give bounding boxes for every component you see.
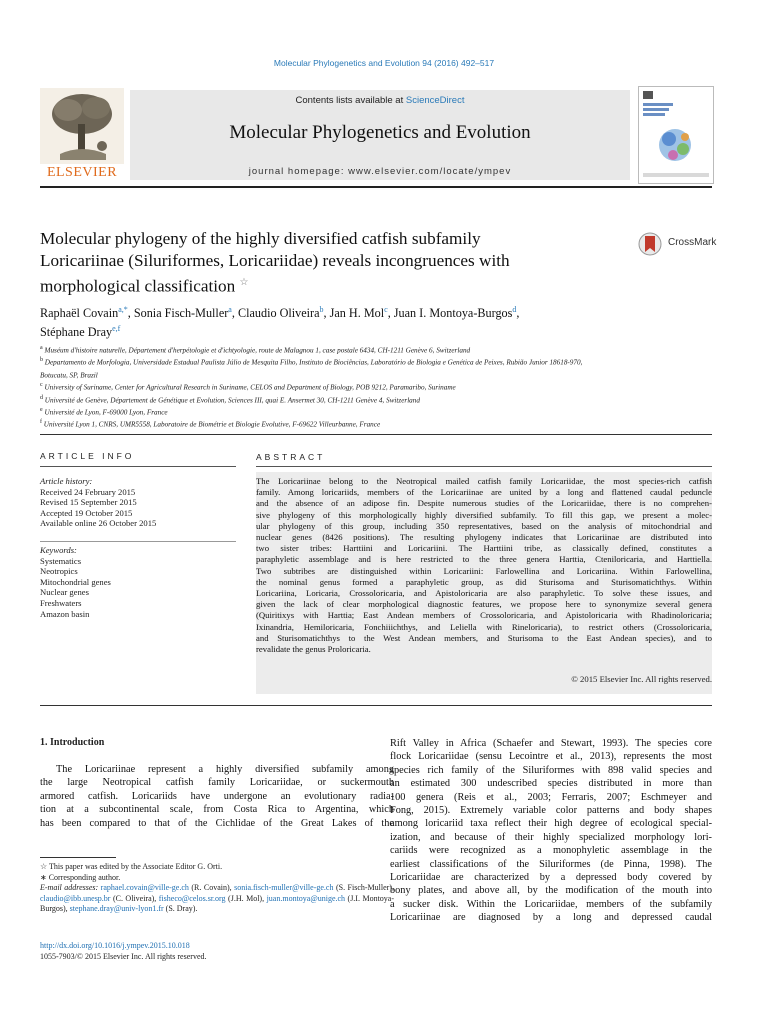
author-list: Raphaël Covain$^{a,*}$, Sonia Fisch-Muller$^a$, Claudio Oliveira$^b$, Jan H. Mol$^c$, Juan I. Montoya-Burgos$^d$, Stéphane Dray$^{e,f}$ bbox=[40, 305, 520, 340]
body-line: species rich family of the Siluriformes with 898 valid species and bbox=[390, 764, 712, 776]
keywords bbox=[40, 545, 236, 619]
footnote-editor: ☆ This paper was edited by the Associate Editor G. Orti. bbox=[40, 862, 223, 871]
affiliation: $^f$ Université Lyon 1, CNRS, UMR5558, Laboratoire de Biométrie et Biologie Evolutive, F-69622 Villeurbanne, France bbox=[40, 419, 381, 429]
history-item: Revised 15 September 2015 bbox=[40, 497, 137, 508]
issn-line: 1055-7903/© 2015 Elsevier Inc. All rights reserved. bbox=[40, 951, 207, 961]
body-line: Rift Valley in Africa (Schaefer and Stewart, 1993). The species core bbox=[390, 738, 712, 749]
journal-homepage[interactable]: journal homepage: www.elsevier.com/locate/ympev bbox=[248, 166, 512, 177]
keywords-rule bbox=[40, 541, 236, 542]
body-line: Fong, 2015). Extremely variable color patterns and body shapes bbox=[390, 805, 712, 817]
intro-right-column bbox=[390, 737, 712, 925]
email-link[interactable]: fisheco@celos.sr.org bbox=[158, 893, 226, 903]
body-line: ization, and because of their highly specialized morphology lori- bbox=[390, 831, 712, 843]
email-link[interactable]: stephane.dray@univ-lyon1.fr bbox=[69, 904, 164, 914]
affiliation: $^a$ Muséum d'histoire naturelle, Département d'herpétologie et d'ichtyologie, route de Malagnou 1, case postale 6434, CH-1211 Genève 6, Switzerland bbox=[40, 345, 471, 355]
abstract-line: and Sturisomatichthys to the West Andean members, and Sturisoma to the East Andean species), and to bbox=[256, 632, 712, 643]
footnote-rule bbox=[40, 857, 116, 858]
affiliations bbox=[40, 343, 712, 430]
history-item: Available online 26 October 2015 bbox=[40, 518, 157, 529]
footnote-corresponding: ∗ Corresponding author. bbox=[40, 872, 121, 882]
affiliation: $^d$ Université de Genève, Département de Génétique et Evolution, Sciences III, quai E. Ansermet 30, CH-1211 Genève 4, Switzerland bbox=[40, 394, 420, 404]
author[interactable]: Stéphane Dray$^{e,f}$ bbox=[40, 324, 121, 340]
body-line: earliest classifications of the Siluriformes (de Pinna, 1998). The bbox=[390, 858, 712, 870]
abstract-line: Loricariina, Loricaria, Crossoloricaria, and Apistoloricaria are also paraphyletic. To solve these issues, and bbox=[256, 588, 712, 599]
abstract-line: nuclear genes (8426 positions). The resulting phylogeny indicates that Loricariinae are distributed into bbox=[256, 532, 712, 543]
journal-reference[interactable]: Molecular Phylogenetics and Evolution 94 (2016) 492–517 bbox=[273, 58, 495, 68]
contents-prefix: Contents lists available at bbox=[295, 95, 406, 106]
email-link[interactable]: raphael.covain@ville-ge.ch bbox=[100, 883, 189, 893]
abstract-line: Two subtribes are distinguished within Loricariini: Farlowellina and Loricariina. Within Farlowellina, bbox=[256, 565, 712, 576]
journal-cover-thumbnail bbox=[638, 86, 714, 184]
body-rule bbox=[40, 705, 712, 706]
keyword: Amazon basin bbox=[40, 608, 90, 619]
journal-title: Molecular Phylogenetics and Evolution bbox=[229, 122, 531, 143]
body-line: armored catfish. Loricariids have undergone an evolutionary radia- bbox=[40, 790, 394, 802]
author[interactable]: Jan H. Mol$^c$ bbox=[329, 305, 388, 321]
abstract-line: family. Among loricariids, members of the Loricariinae are united by a long and flattened caudal peduncle bbox=[256, 487, 712, 498]
introduction-heading: 1. Introduction bbox=[40, 737, 105, 748]
keyword: Neotropics bbox=[40, 566, 78, 577]
abstract-heading: ABSTRACT bbox=[256, 452, 326, 462]
contents-line bbox=[130, 95, 630, 106]
sciencedirect-link[interactable]: ScienceDirect bbox=[405, 95, 465, 106]
body-line: an estimated 300 undescribed species distributed in more than bbox=[390, 778, 712, 790]
abstract-line: (Quiritixys with Harttia; East Andean members of Crossoloricaria, and Apistoloricaria with Rhadinoloricaria; bbox=[256, 610, 712, 621]
body-line: Loricariinae are diagnosed by a long and depressed caudal bbox=[390, 912, 712, 924]
title-line-1: Molecular phylogeny of the highly diversified catfish subfamily bbox=[40, 229, 481, 248]
affiliation: $^c$ University of Suriname, Center for Agricultural Research in Suriname, CELOS and Department of Biology, POB 9212, Paramaribo, Suriname bbox=[40, 382, 456, 392]
email-link[interactable]: claudio@ibb.unesp.br bbox=[40, 893, 111, 903]
author[interactable]: Raphaël Covain$^{a,*}$ bbox=[40, 305, 128, 321]
title-line-2: Loricariinae (Siluriformes, Loricariidae) reveals incongruences with bbox=[40, 251, 510, 270]
intro-left-column bbox=[40, 763, 394, 830]
crossmark-label: CrossMark bbox=[668, 237, 717, 248]
email-link[interactable]: sonia.fisch-muller@ville-ge.ch bbox=[234, 883, 334, 893]
body-line: has been compared to that of the Cichlidae of the Great Lakes of the bbox=[40, 817, 394, 829]
abstract-line: Ixinandria, Hemiloricaria, Fonchiiichthys, and Leliella with Rineloricaria), to restrict others (Crossoloricaria, bbox=[256, 621, 712, 632]
history-heading: Article history: bbox=[40, 476, 93, 486]
body-line: tion at a subcontinental scale, from Costa Rica to Argentina, which bbox=[40, 804, 394, 816]
body-line: The Loricariinae represent a highly diversified subfamily among bbox=[56, 764, 394, 775]
author[interactable]: Claudio Oliveira$^b$ bbox=[237, 305, 324, 321]
body-line: Loricariidae are characterized by a depressed body covered by bbox=[390, 872, 712, 884]
email-label: E-mail addresses: bbox=[40, 883, 99, 893]
affiliation: $^b$ Departamento de Morfologia, Universidade Estadual Paulista Júlio de Mesquita Filho, Instituto de Biociências, Laboratório de Biologia e Genética de Peixes, Rubião Junior 18618-970, bbox=[40, 357, 583, 367]
header-rule bbox=[40, 186, 712, 188]
doi-link[interactable]: http://dx.doi.org/10.1016/j.ympev.2015.10.018 bbox=[40, 941, 190, 950]
keyword: Nuclear genes bbox=[40, 587, 89, 598]
body-line: bony plates, and above all, by the modification of the mouth into bbox=[390, 885, 712, 897]
body-line: flock Loricariidae (sensu Lecointre et al., 2013), represents the most bbox=[390, 751, 712, 763]
abstract-text bbox=[256, 476, 712, 655]
section-rule bbox=[40, 434, 712, 435]
publication-info bbox=[40, 941, 394, 962]
body-line: among loricariid taxa reflect their high degree of ecological special- bbox=[390, 818, 712, 830]
abstract-rule bbox=[256, 466, 712, 467]
history-item: Received 24 February 2015 bbox=[40, 486, 136, 497]
email-link[interactable]: juan.montoya@unige.ch bbox=[266, 893, 346, 903]
body-line: cariids were recognized as a monophyletic assemblage in the bbox=[390, 845, 712, 857]
affiliation: $^e$ Université de Lyon, F-69000 Lyon, France bbox=[40, 406, 168, 417]
abstract-line: sive phylogeny of this morphologically highly diversified subfamily. To fill this gap, we present a molec- bbox=[256, 509, 712, 520]
abstract-line: and the absence of an adipose fin. Despite numerous studies of the Loricariidae, there is no comprehen- bbox=[256, 498, 712, 509]
email-addresses: E-mail addresses: raphael.covain@ville-ge.ch (R. Covain), sonia.fisch-muller@ville-ge.ch (S. Fisch-Muller), claudio@ibb.unesp.br (C. Oliveira), fisheco@celos.sr.org (J.H. Mol), juan.montoya@unige.ch (J.I. Montoya-Burgos), stephane.dray@univ-lyon1.fr (S. Dray). bbox=[40, 883, 395, 914]
footnotes bbox=[40, 862, 394, 915]
author[interactable]: Sonia Fisch-Muller$^a$ bbox=[133, 305, 232, 321]
article-info-rule bbox=[40, 466, 236, 467]
abstract-copyright: © 2015 Elsevier Inc. All rights reserved. bbox=[571, 674, 712, 684]
keyword: Systematics bbox=[40, 555, 82, 566]
keyword: Mitochondrial genes bbox=[40, 576, 111, 587]
body-line: the large Neotropical catfish family Loricariidae, or suckermouth bbox=[40, 777, 394, 789]
abstract-line: given the lack of clear morphological diagnostic features, we propose here to synonymize several genera bbox=[256, 599, 712, 610]
affiliation: Botucatu, SP, Brazil bbox=[40, 371, 98, 380]
abstract-line: revalidate the genus Proloricaria. bbox=[256, 644, 371, 655]
article-info-heading: ARTICLE INFO bbox=[40, 451, 135, 461]
abstract-line: two sister tribes: Harttiini and Loricariini. The Harttiini tribe, as classically defined, constitutes a bbox=[256, 543, 712, 554]
abstract-line: The Loricariinae belong to the Neotropical mailed catfish family Loricariidae, the most species-rich catfish bbox=[256, 476, 712, 486]
abstract-line: paraphyletic assemblage and is here restricted to the three genera Harttia, Cteniloricaria, and Harttiella. bbox=[256, 554, 712, 565]
title-line-3: morphological classification bbox=[40, 276, 236, 296]
crossmark-badge[interactable] bbox=[638, 232, 718, 256]
body-line: a sucker disk. Within the Loricariidae, members of the subfamily bbox=[390, 898, 712, 910]
title-footnote-star[interactable]: ☆ bbox=[239, 277, 249, 288]
author[interactable]: Juan I. Montoya-Burgos$^d$ bbox=[393, 305, 517, 321]
keyword: Freshwaters bbox=[40, 597, 82, 608]
abstract-line: the nominal genus formed a paraphyletic group, as did Sturisoma and Sturisomatichthys. Within bbox=[256, 576, 712, 587]
history-item: Accepted 19 October 2015 bbox=[40, 507, 133, 518]
article-title bbox=[40, 228, 610, 298]
article-history bbox=[40, 476, 236, 529]
abstract-line: ular phylogeny of this group, including 350 representatives, based on the analysis of mitochondrial and bbox=[256, 520, 712, 531]
publisher-wordmark: ELSEVIER bbox=[46, 165, 118, 180]
body-line: 100 genera (Reis et al., 2003; Ferraris, 2007; Eschmeyer and bbox=[390, 791, 712, 803]
keywords-heading: Keywords: bbox=[40, 545, 77, 555]
